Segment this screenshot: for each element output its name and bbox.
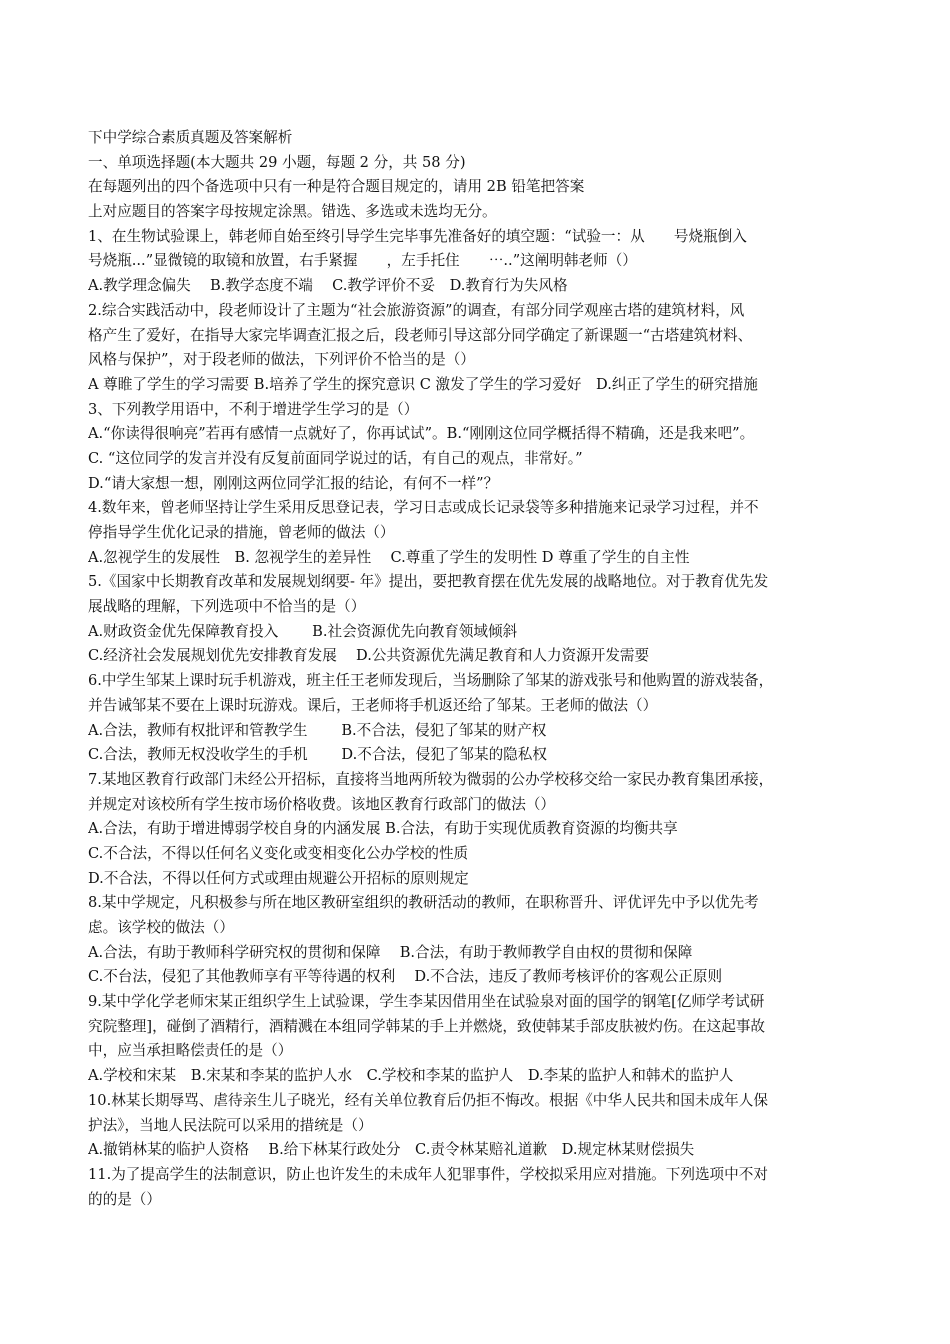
question-2-text: 格产生了爱好，在指导大家完毕调查汇报之后，段老师引导这部分同学确定了新课题一“古塔建筑材料、	[88, 326, 753, 344]
question-2-options: A 尊睢了学生的学习需要 B.培养了学生的探究意识 C 激发了学生的学习爱好 D.纠正了学生的研究措施	[88, 375, 758, 393]
question-10-text: 护法》，当地人民法院可以采用的措统是（）	[88, 1116, 373, 1134]
question-11-text: 11.为了提高学生的法制意识，防止也许发生的未成年人犯罪事件，学校拟采用应对措施。下列选项中不对	[88, 1165, 768, 1183]
question-8-options: C.不台法，侵犯了其他教师享有平等待遇的权利 D.不合法，违反了教师考核评价的客观公正原则	[88, 968, 723, 986]
question-8-text: 8.某中学规定，凡积极参与所在地区教研室组织的教研活动的教师，在职称晋升、评优评先中予以优先考	[88, 894, 759, 912]
question-4-text: 4.数年来，曾老师坚持让学生采用反思登记表，学习日志或成长记录袋等多种措施来记录学习过程，并不	[88, 499, 759, 517]
question-11-text: 的的是（）	[88, 1190, 161, 1208]
document-title: 下中学综合素质真题及答案解析	[88, 129, 293, 146]
question-7-options: C.不合法，不得以任何名义变化或变相变化公办学校的性质	[88, 844, 469, 862]
question-3-text: 3、下列教学用语中，不利于增进学生学习的是（）	[88, 400, 419, 418]
section-heading: 一、单项选择题(本大题共 29 小题，每题 2 分，共 58 分)	[88, 153, 466, 171]
question-5-options: A.财政资金优先保障教育投入 B.社会资源优先向教育领域倾斜	[88, 622, 518, 640]
question-3-options: C. “这位同学的发言并没有反复前面同学说过的话，有自己的观点，非常好。”	[88, 449, 583, 467]
question-8-text: 虑。该学校的做法（）	[88, 919, 234, 936]
question-9-text: 9.某中学化学老师宋某正组织学生上试验课，学生李某因借用坐在试验泉对面的国学的钢笔[亿师学考试研	[88, 993, 765, 1011]
question-10-options: A.撤销林某的临护人资格 B.给下林某行政处分 C.责令林某赔礼道歉 D.规定林某财偿损失	[88, 1141, 695, 1159]
question-2-text: 2.综合实践活动中，段老师设计了主题为“社会旅游资源”的调查，有部分同学观座古塔的建筑材料，风	[88, 301, 745, 319]
question-9-text: 究院整理]，碰倒了酒精行，酒精溅在本组同学韩某的手上并燃烧，致使韩某手部皮肤被灼伤。在这起事故	[88, 1017, 766, 1035]
instruction-line: 上对应题目的答案字母按规定涂黑。错选、多选或未选均无分。	[88, 203, 497, 221]
document-body	[88, 126, 878, 1212]
question-4-options: A.忽视学生的发展性 B. 忽视学生的差异性 C.尊重了学生的发明性 D 尊重了学生的自主性	[88, 548, 690, 566]
question-3-options: A.“你读得很响亮”若再有感情一点就好了，你再试试”。B.“刚刚这位同学概括得不精确，还是我来吧”。	[88, 425, 755, 443]
question-5-options: C.经济社会发展规划优先安排教育发展 D.公共资源优先满足教育和人力资源开发需要	[88, 647, 650, 665]
question-6-options: C.合法，教师无权没收学生的手机 D.不合法，侵犯了邹某的隐私权	[88, 746, 547, 764]
question-2-text: 风格与保护”，对于段老师的做法，下列评价不恰当的是（）	[88, 351, 475, 369]
instruction-line: 在每题列出的四个备选项中只有一种是符合题目规定的，请用 2B 铅笔把答案	[88, 178, 585, 196]
question-4-text: 停指导学生优化记录的措施，曾老师的做法（）	[88, 524, 395, 541]
question-1-options: A.教学理念偏失 B.教学态度不端 C.教学评价不妥 D.教育行为失风格	[88, 277, 568, 295]
question-7-options: A.合法，有助于增进博弱学校自身的内涵发展 B.合法，有助于实现优质教育资源的均衡共享	[88, 820, 678, 838]
question-6-text: 6.中学生邹某上课时玩手机游戏，班主任王老师发现后，当场删除了邹某的游戏张号和他购置的游戏装备，	[88, 672, 774, 690]
question-7-text: 并规定对该校所有学生按市场价格收费。该地区教育行政部门的做法（）	[88, 795, 556, 813]
question-7-text: 7.某地区教育行政部门未经公开招标，直接将当地两所较为微弱的公办学校移交给一家民办教育集团承接，	[88, 770, 774, 788]
question-1-text: 1、在生物试验课上，韩老师自始至终引导学生完毕事先准备好的填空题：“试验一：从 号烧瓶倒入	[88, 227, 747, 245]
question-1-text: 号烧瓶...”显微镜的取镜和放置，右手紧握 ，左手托住 ⋯..”这阐明韩老师（）	[88, 252, 637, 270]
question-10-text: 10.林某长期辱骂、虐待亲生儿子晓光，经有关单位教育后仍拒不悔改。根据《中华人民共和国未成年人保	[88, 1091, 768, 1109]
question-6-options: A.合法，教师有权批评和管教学生 B.不合法，侵犯了邹某的财产权	[88, 721, 547, 739]
question-5-text: 5.《国家中长期教育改革和发展规划纲要- 年》提出，要把教育摆在优先发展的战略地位。对于教育优先发	[88, 573, 769, 591]
question-6-text: 并告诫邹某不要在上课时玩游戏。课后，王老师将手机返还给了邹某。王老师的做法（）	[88, 696, 658, 714]
question-3-options: D.“请大家想一想，刚刚这两位同学汇报的结论，有何不一样”？	[88, 474, 499, 492]
question-5-text: 展战略的理解，下列选项中不恰当的是（）	[88, 598, 366, 616]
question-7-options: D.不合法，不得以任何方式或理由规避公开招标的原则规定	[88, 869, 469, 887]
question-8-options: A.合法，有助于教师科学研究权的贯彻和保障 B.合法，有助于教师教学自由权的贯彻和保障	[88, 943, 693, 961]
question-9-options: A.学校和宋某 B.宋某和李某的监护人水 C.学校和李某的监护人 D.李某的监护人和韩术的监护人	[88, 1067, 734, 1085]
question-9-text: 中，应当承担略偿责任的是（）	[88, 1042, 293, 1060]
